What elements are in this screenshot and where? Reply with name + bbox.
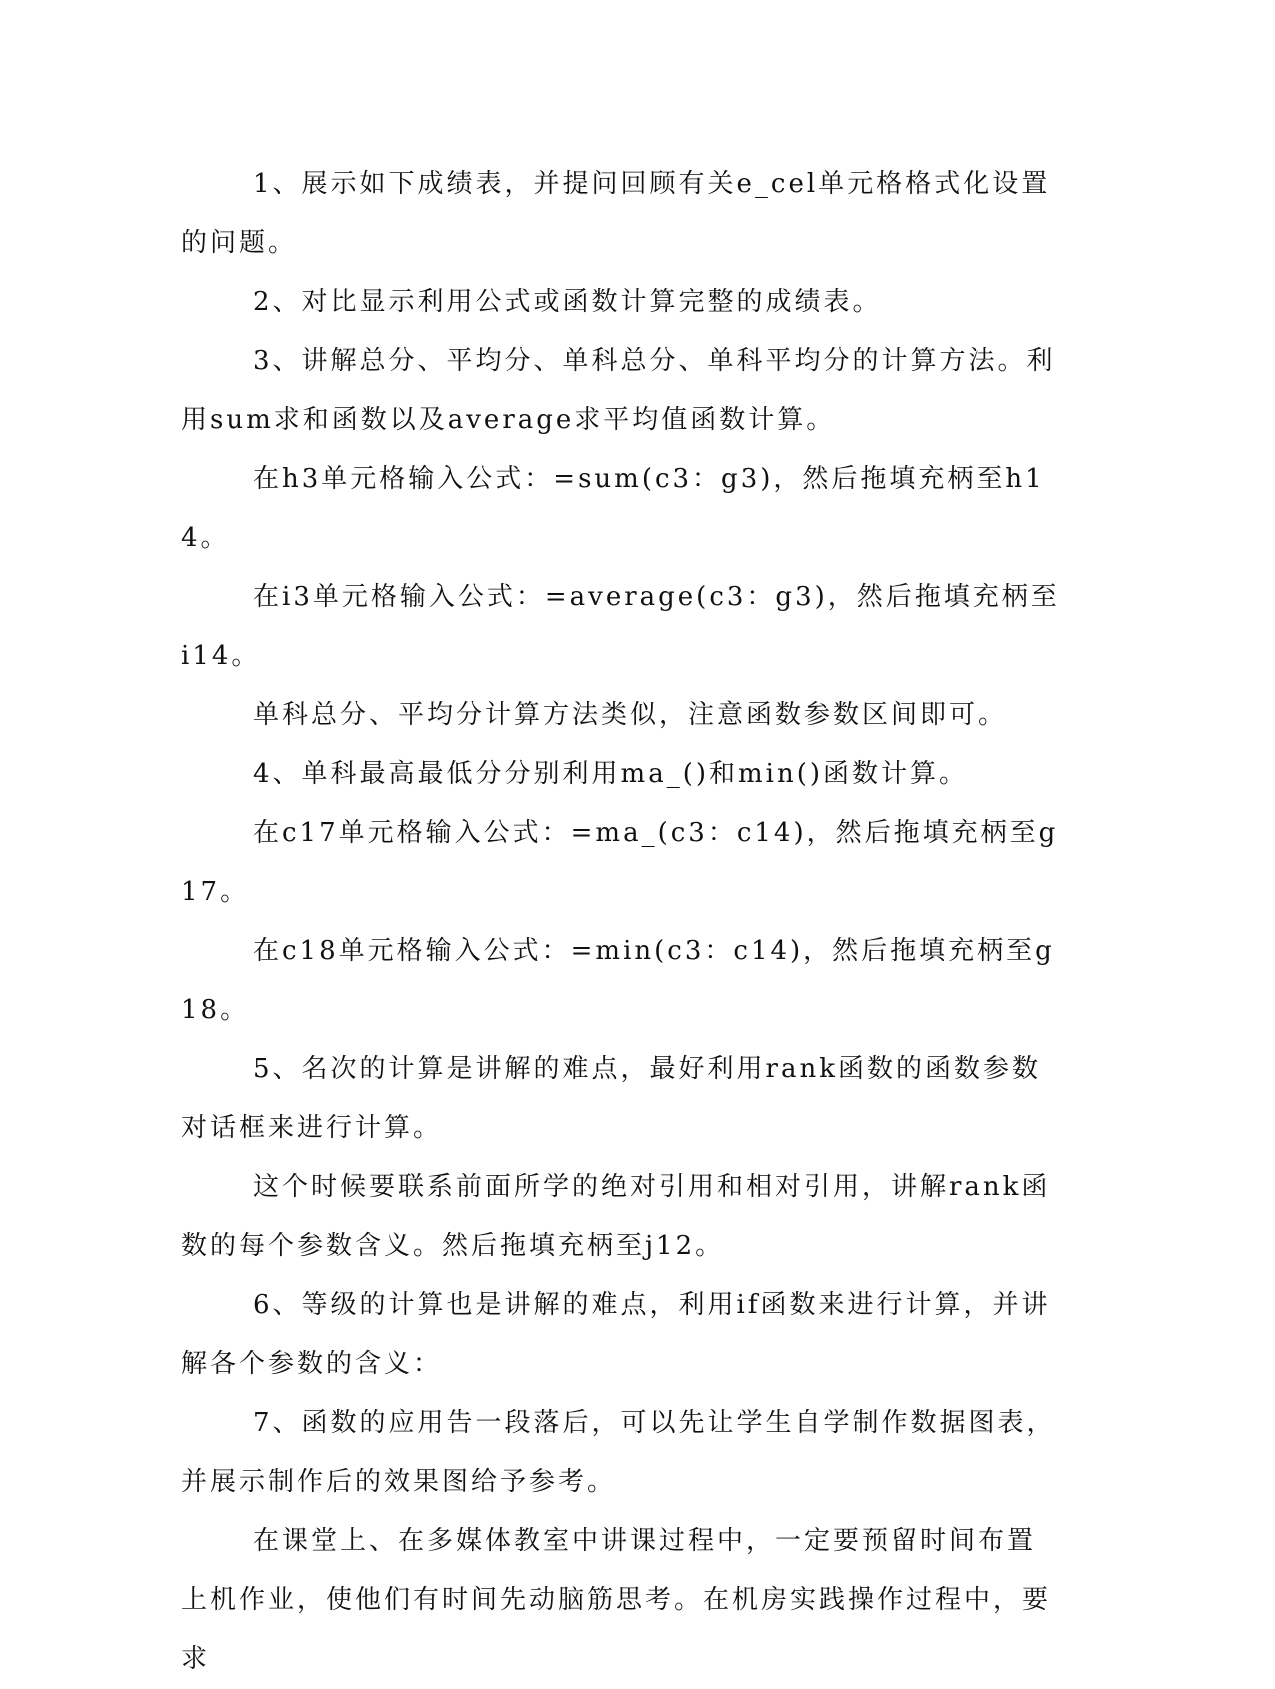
- paragraph-formula-c18: 在c18单元格输入公式：=min(c3：c14)，然后拖填充柄至g18。: [181, 936, 1055, 1025]
- paragraph-rank-explanation: 这个时候要联系前面所学的绝对引用和相对引用，讲解rank函数的每个参数含义。然后拖填充柄至j12。: [181, 1172, 1051, 1261]
- paragraph-step-2: 2、对比显示利用公式或函数计算完整的成绩表。: [253, 287, 882, 317]
- paragraph-step-1: 1、展示如下成绩表，并提问回顾有关e_cel单元格格式化设置的问题。: [181, 169, 1051, 258]
- paragraph-step-3: 3、讲解总分、平均分、单科总分、单科平均分的计算方法。利用sum求和函数以及average求平均值函数计算。: [181, 346, 1056, 435]
- paragraph-single-subject-note: 单科总分、平均分计算方法类似，注意函数参数区间即可。: [253, 700, 1008, 730]
- paragraph-step-5: 5、名次的计算是讲解的难点，最好利用rank函数的函数参数对话框来进行计算。: [181, 1054, 1041, 1143]
- document-body: [181, 155, 1061, 1689]
- paragraph-classroom-note: 在课堂上、在多媒体教室中讲课过程中，一定要预留时间布置上机作业，使他们有时间先动脑筋思考。在机房实践操作过程中，要求: [181, 1526, 1052, 1674]
- paragraph-step-4: 4、单科最高最低分分别利用ma_()和min()函数计算。: [253, 759, 968, 789]
- paragraph-formula-h3: 在h3单元格输入公式：=sum(c3：g3)，然后拖填充柄至h14。: [181, 464, 1045, 553]
- paragraph-formula-i3: 在i3单元格输入公式：=average(c3：g3)，然后拖填充柄至i14。: [181, 582, 1060, 671]
- paragraph-step-7: 7、函数的应用告一段落后，可以先让学生自学制作数据图表，并展示制作后的效果图给予参考。: [181, 1408, 1056, 1497]
- paragraph-step-6: 6、等级的计算也是讲解的难点，利用if函数来进行计算，并讲解各个参数的含义：: [181, 1290, 1051, 1379]
- paragraph-formula-c17: 在c17单元格输入公式：=ma_(c3：c14)，然后拖填充柄至g17。: [181, 818, 1059, 907]
